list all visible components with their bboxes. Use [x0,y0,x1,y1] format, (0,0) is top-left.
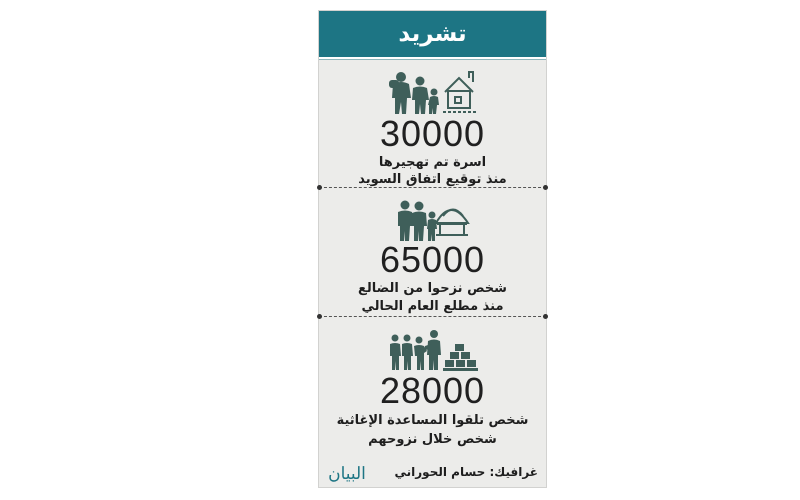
logo-text: البيان [328,464,366,484]
graphic-credit: غرافيك: حسام الحوراني [394,465,538,479]
footer [319,459,546,488]
stat-number-1: 30000 [379,113,486,154]
stat-section-3 [319,11,546,461]
stat-line-2a: شخص نزحوا من الضالع [358,281,507,296]
stat-line-1a: اسرة تم تهجيرها [378,155,487,170]
stat-line-2b: منذ مطلع العام الحالي [361,299,504,314]
stat-line-3b: شخص خلال نزوحهم [368,432,497,447]
stat-line-3a: شخص تلقوا المساعدة الإغاثية [336,413,529,428]
newspaper-logo [325,459,369,487]
infographic-title: تشريد [398,21,467,47]
stat-number-2: 65000 [379,239,486,280]
stat-number-3: 28000 [379,370,486,411]
infographic-card [318,10,547,488]
aid-distribution-icon [387,326,479,374]
stat-line-1b: منذ توقيع اتفاق السويد [358,172,507,187]
